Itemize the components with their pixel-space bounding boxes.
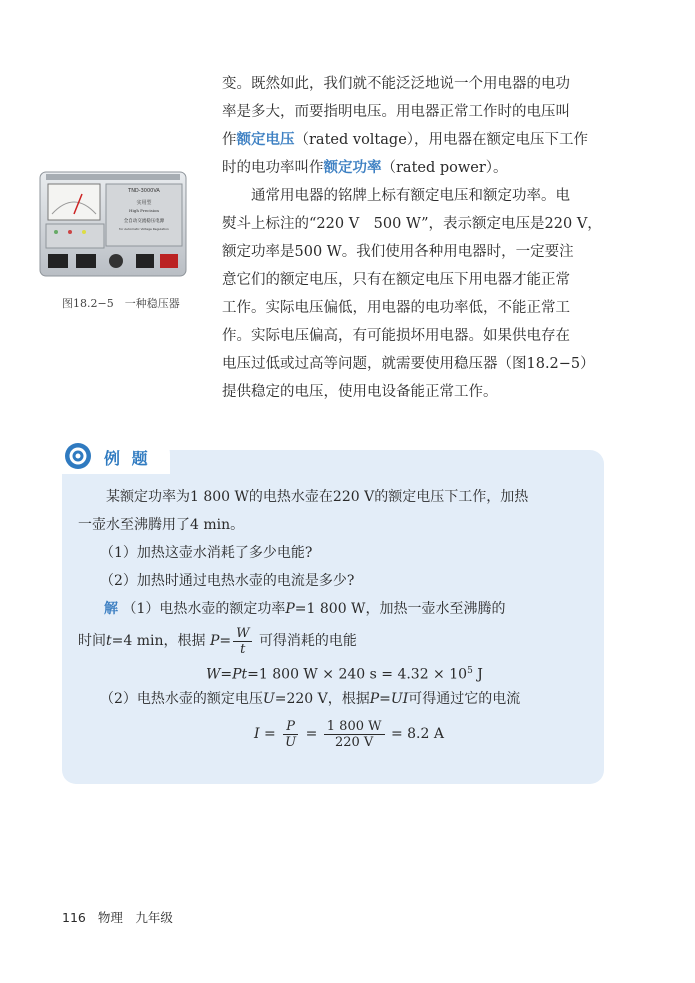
symbol-t: t	[106, 633, 112, 649]
symbol-u: U	[262, 691, 275, 707]
page-number: 116	[62, 910, 86, 925]
example-target-icon	[64, 442, 92, 470]
symbol-i: I	[254, 726, 260, 742]
equation-current	[78, 714, 598, 754]
equation-unit: J	[472, 666, 483, 683]
fraction-numerator: W	[233, 626, 252, 642]
text-line	[222, 98, 602, 126]
keyword-term: 额定功率	[323, 160, 382, 176]
fraction-values	[324, 719, 385, 750]
solution-text: 时间	[78, 633, 106, 649]
text-segment: 时的电功率叫作	[222, 160, 324, 176]
fraction-denominator: 220 V	[334, 734, 374, 750]
equation-text: =1 800 W × 240 s = 4.32 × 10	[247, 666, 468, 683]
equation-energy	[78, 658, 598, 686]
figure-caption: 图18.2−5 一种稳压器	[62, 297, 180, 310]
fraction-p-over-u	[282, 719, 299, 750]
text-line	[222, 294, 602, 322]
equation-text: =	[220, 666, 233, 683]
solution-text: 可得通过它的电流	[408, 691, 521, 707]
fraction-numerator: P	[283, 719, 298, 735]
text-segment: 熨斗上标注的“220 V 500 W”，表示额定电压是220 V，	[222, 216, 602, 232]
text-line	[222, 154, 602, 182]
text-line	[222, 70, 602, 98]
text-segment: 意它们的额定电压，只有在额定电压下用电器才能正常	[222, 272, 570, 288]
solution-text: （1）电热水壶的额定功率	[122, 601, 286, 617]
text-line	[222, 210, 602, 238]
solution-text: =220 V，根据	[274, 691, 370, 707]
text-line	[222, 182, 602, 210]
text-segment: 率是多大，而要指明电压。用电器正常工作时的电压叫	[222, 104, 570, 120]
solution-text: （2）电热水壶的额定电压	[100, 691, 263, 707]
page-footer	[62, 908, 173, 926]
formula-p-ui: P=UI	[369, 691, 409, 707]
text-line	[222, 126, 602, 154]
text-segment: 作。实际电压偏高，有可能损坏用电器。如果供电存在	[222, 328, 570, 344]
text-segment: 额定功率是500 W。我们使用各种用电器时，一定要注	[222, 244, 574, 260]
example-content	[78, 484, 598, 754]
keyword-term: 额定电压	[236, 132, 295, 148]
text-line	[222, 266, 602, 294]
equation-text: =	[301, 726, 322, 742]
fraction-denominator: U	[285, 734, 297, 750]
text-segment: 通常用电器的铭牌上标有额定电压和额定功率。电	[222, 188, 570, 204]
solution-line-1	[78, 596, 598, 624]
solution-line-2	[78, 624, 598, 658]
solution-text: =1 800 W，加热一壶水至沸腾的	[294, 601, 506, 617]
fraction-denominator: t	[240, 641, 246, 657]
book-subject: 物理 九年级	[97, 910, 173, 925]
solution-text: 可得消耗的电能	[258, 633, 357, 649]
device-line1-label: 实用型	[136, 200, 152, 206]
symbol-w: W	[206, 666, 221, 683]
question-2: （2）加热时通过电热水壶的电流是多少?	[100, 573, 355, 589]
device-line3-label: 全自动交流稳压电源	[123, 219, 165, 224]
device-model-label: TND-3000VA	[128, 188, 160, 194]
symbol-p: P	[285, 601, 295, 617]
example-title: 例 题	[104, 449, 151, 468]
text-segment: 电压过低或过高等问题，就需要使用稳压器（图18.2−5）	[222, 356, 595, 372]
formula-p-eq: P=	[209, 633, 232, 649]
text-segment: （rated power）。	[381, 160, 508, 176]
text-segment: 提供稳定的电压，使用电设备能正常工作。	[222, 384, 498, 400]
solution-label: 解	[104, 601, 118, 617]
equation-result: = 8.2 A	[386, 726, 444, 742]
symbol-pt: Pt	[232, 666, 248, 683]
solution-line-3	[78, 686, 598, 714]
text-segment: （rated voltage），用电器在额定电压下工作	[294, 132, 589, 148]
main-paragraph	[222, 70, 602, 406]
problem-line-2: 一壶水至沸腾用了4 min。	[78, 517, 245, 533]
text-segment: 工作。实际电压偏低，用电器的电功率低，不能正常工	[222, 300, 570, 316]
equation-text: =	[259, 726, 281, 742]
problem-line-1: 某额定功率为1 800 W的电热水壶在220 V的额定电压下工作，加热	[78, 489, 529, 505]
exponent: 5	[467, 666, 473, 676]
device-line2-label: High Precision	[129, 208, 159, 213]
text-line	[222, 238, 602, 266]
text-line	[222, 350, 602, 378]
text-segment: 作	[222, 132, 237, 148]
text-line	[222, 378, 602, 406]
text-line	[222, 322, 602, 350]
solution-text: =4 min，根据	[111, 633, 206, 649]
fraction-w-over-t	[233, 626, 252, 657]
question-1: （1）加热这壶水消耗了多少电能?	[100, 545, 313, 561]
device-line4-label: for Automatic Voltage Regulation	[119, 227, 169, 231]
text-segment: 变。既然如此，我们就不能泛泛地说一个用电器的电功	[222, 76, 570, 92]
voltage-stabilizer-image	[38, 168, 188, 278]
fraction-numerator: 1 800 W	[324, 719, 385, 735]
